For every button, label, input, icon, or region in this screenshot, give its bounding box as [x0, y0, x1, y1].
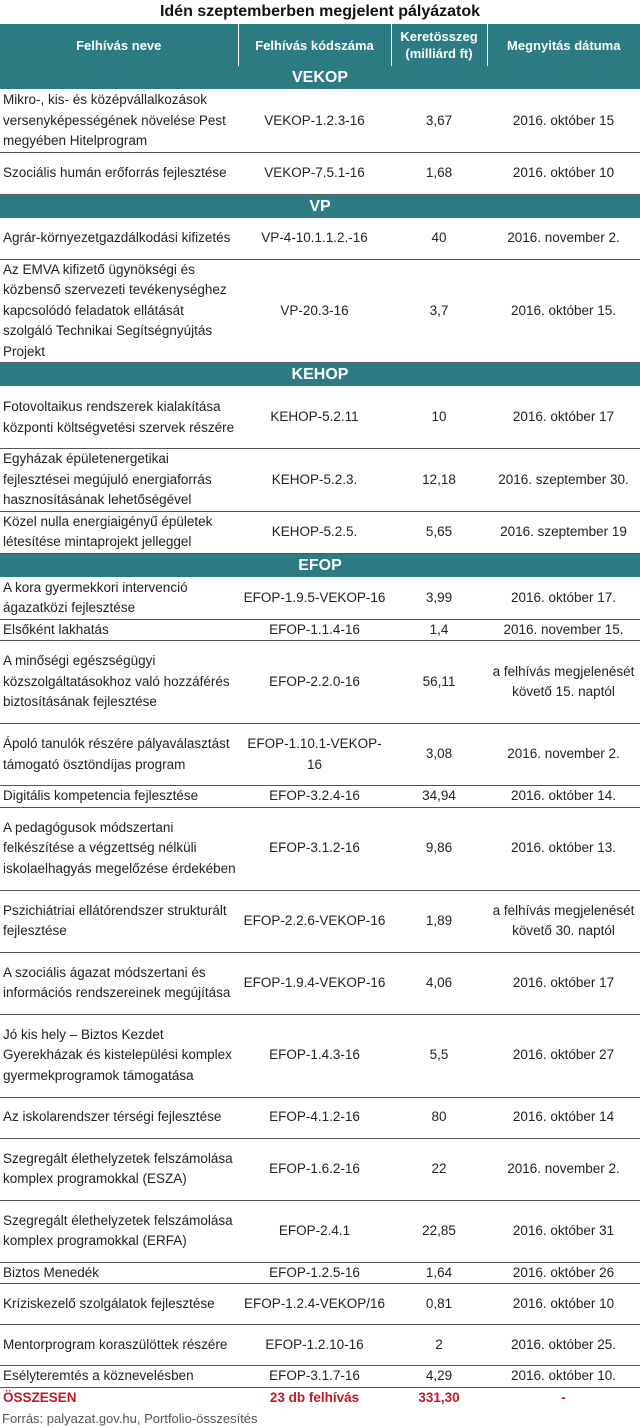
cell-call-code: EFOP-1.1.4-16 — [238, 619, 391, 641]
section-title: KEHOP — [0, 363, 640, 387]
section-title: EFOP — [0, 553, 640, 577]
table-row — [0, 1138, 640, 1200]
header-row — [0, 24, 640, 66]
cell-amount: 2 — [391, 1325, 487, 1366]
table-row — [0, 511, 640, 553]
cell-open-date: 2016. október 25. — [487, 1325, 640, 1366]
cell-call-name: Elsőként lakhatás — [0, 619, 238, 641]
cell-amount: 10 — [391, 387, 487, 449]
cell-open-date: 2016. október 10 — [487, 1284, 640, 1325]
table-row — [0, 1097, 640, 1138]
cell-amount: 5,5 — [391, 1014, 487, 1097]
section-header-row — [0, 66, 640, 90]
table-row — [0, 218, 640, 259]
cell-call-name: Agrár-környezetgazdálkodási kifizetés — [0, 218, 238, 259]
cell-call-name: Fotovoltaikus rendszerek kialakítása központi költségvetési szervek részére — [0, 387, 238, 449]
cell-call-code: EFOP-2.2.6-VEKOP-16 — [238, 890, 391, 952]
cell-open-date: 2016. október 31 — [487, 1200, 640, 1262]
cell-amount: 3,08 — [391, 724, 487, 786]
cell-call-code: EFOP-1.10.1-VEKOP-16 — [238, 724, 391, 786]
cell-call-name: Pszichiátriai ellátórendszer strukturált fejlesztése — [0, 890, 238, 952]
cell-call-name: A kora gyermekkori intervenció ágazatközi fejlesztése — [0, 577, 238, 619]
cell-open-date: 2016. október 17. — [487, 577, 640, 619]
header-date: Megnyitás dátuma — [487, 24, 640, 66]
cell-call-name: Esélyteremtés a köznevelésben — [0, 1366, 238, 1388]
cell-call-name: Mikro-, kis- és középvállalkozások versenyképességének növelése Pest megyében Hitelprogram — [0, 90, 238, 153]
cell-open-date: 2016. október 13. — [487, 807, 640, 890]
table-row — [0, 1366, 640, 1388]
cell-amount: 5,65 — [391, 511, 487, 553]
cell-call-name: Szegregált élethelyzetek felszámolása komplex programokkal (ERFA) — [0, 1200, 238, 1262]
section-header-row — [0, 194, 640, 218]
cell-open-date: a felhívás megjelenését követő 30. naptól — [487, 890, 640, 952]
cell-open-date: 2016. október 14. — [487, 786, 640, 808]
cell-amount: 4,06 — [391, 952, 487, 1014]
table-row — [0, 1325, 640, 1366]
cell-open-date: 2016. október 15. — [487, 259, 640, 363]
cell-amount: 0,81 — [391, 1284, 487, 1325]
cell-open-date: 2016. október 17 — [487, 952, 640, 1014]
table-row — [0, 1262, 640, 1284]
table-row — [0, 1014, 640, 1097]
table-row — [0, 619, 640, 641]
cell-call-code: KEHOP-5.2.3. — [238, 449, 391, 512]
table-row — [0, 577, 640, 619]
header-amount: Keretösszeg (milliárd ft) — [391, 24, 487, 66]
cell-open-date: 2016. október 26 — [487, 1262, 640, 1284]
cell-call-name: Az iskolarendszer térségi fejlesztése — [0, 1097, 238, 1138]
cell-call-name: Jó kis hely – Biztos Kezdet Gyerekházak és kistelepülési komplex gyermekprogramok támogatása — [0, 1014, 238, 1097]
cell-call-code: EFOP-2.2.0-16 — [238, 641, 391, 724]
section-title: VEKOP — [0, 66, 640, 90]
cell-call-name: Mentorprogram koraszülöttek részére — [0, 1325, 238, 1366]
cell-open-date: 2016. október 10. — [487, 1366, 640, 1388]
cell-call-name: A pedagógusok módszertani felkészítése a végzettség nélküli iskolaelhagyás megelőzése érdekében — [0, 807, 238, 890]
cell-open-date: 2016. november 2. — [487, 1138, 640, 1200]
cell-call-name: A szociális ágazat módszertani és információs rendszereinek megújítása — [0, 952, 238, 1014]
table-row — [0, 387, 640, 449]
header-name: Felhívás neve — [0, 24, 238, 66]
cell-call-code: EFOP-1.2.5-16 — [238, 1262, 391, 1284]
cell-amount: 22,85 — [391, 1200, 487, 1262]
cell-amount: 9,86 — [391, 807, 487, 890]
cell-open-date: 2016. október 15 — [487, 90, 640, 153]
cell-call-code: EFOP-1.2.10-16 — [238, 1325, 391, 1366]
cell-call-code: EFOP-3.1.7-16 — [238, 1366, 391, 1388]
cell-call-name: A minőségi egészségügyi közszolgáltatásokhoz való hozzáférés biztosításának fejlesztése — [0, 641, 238, 724]
cell-amount: 1,68 — [391, 152, 487, 194]
cell-call-code: KEHOP-5.2.11 — [238, 387, 391, 449]
cell-call-name: Szociális humán erőforrás fejlesztése — [0, 152, 238, 194]
cell-call-code: EFOP-1.9.5-VEKOP-16 — [238, 577, 391, 619]
cell-amount: 34,94 — [391, 786, 487, 808]
cell-call-code: EFOP-1.9.4-VEKOP-16 — [238, 952, 391, 1014]
cell-open-date: 2016. szeptember 19 — [487, 511, 640, 553]
cell-call-name: Közel nulla energiaigényű épületek létesítése mintaprojekt jelleggel — [0, 511, 238, 553]
cell-call-code: VEKOP-1.2.3-16 — [238, 90, 391, 153]
cell-open-date: 2016. november 2. — [487, 724, 640, 786]
table-row — [0, 1284, 640, 1325]
cell-open-date: 2016. október 14 — [487, 1097, 640, 1138]
cell-call-name: Az EMVA kifizető ügynökségi és közbenső szervezeti tevékenységhez kapcsolódó feladatok ellátását szolgáló Technikai Segítségnyújtás Projekt — [0, 259, 238, 363]
cell-call-code: EFOP-1.2.4-VEKOP/16 — [238, 1284, 391, 1325]
table-row — [0, 786, 640, 808]
cell-call-code: VP-4-10.1.1.2.-16 — [238, 218, 391, 259]
source-note: Forrás: palyazat.gov.hu, Portfolio-összesítés — [2, 1410, 258, 1426]
page-title: Idén szeptemberben megjelent pályázatok — [159, 3, 481, 20]
cell-open-date: 2016. szeptember 30. — [487, 449, 640, 512]
section-header-row — [0, 553, 640, 577]
cell-amount: 1,4 — [391, 619, 487, 641]
table-row — [0, 890, 640, 952]
table-row — [0, 952, 640, 1014]
cell-call-code: EFOP-1.6.2-16 — [238, 1138, 391, 1200]
table-row — [0, 1200, 640, 1262]
header-code: Felhívás kódszáma — [238, 24, 391, 66]
cell-open-date: 2016. október 10 — [487, 152, 640, 194]
cell-call-code: VEKOP-7.5.1-16 — [238, 152, 391, 194]
cell-call-code: EFOP-2.4.1 — [238, 1200, 391, 1262]
cell-call-name: Kríziskezelő szolgálatok fejlesztése — [0, 1284, 238, 1325]
section-header-row — [0, 363, 640, 387]
cell-call-code: EFOP-1.4.3-16 — [238, 1014, 391, 1097]
table-row — [0, 724, 640, 786]
table-row — [0, 449, 640, 512]
cell-amount: 80 — [391, 1097, 487, 1138]
cell-open-date: 2016. november 15. — [487, 619, 640, 641]
table-row — [0, 152, 640, 194]
cell-amount: 22 — [391, 1138, 487, 1200]
section-title: VP — [0, 194, 640, 218]
total-amount: 331,30 — [418, 1390, 460, 1406]
tenders-table — [0, 24, 640, 1410]
table-row — [0, 259, 640, 363]
cell-amount: 4,29 — [391, 1366, 487, 1388]
cell-call-name: Szegregált élethelyzetek felszámolása komplex programokkal (ESZA) — [0, 1138, 238, 1200]
table-row — [0, 90, 640, 153]
total-date: - — [561, 1390, 566, 1406]
cell-open-date: 2016. október 27 — [487, 1014, 640, 1097]
total-label: ÖSSZESEN — [3, 1390, 77, 1406]
cell-call-code: EFOP-4.1.2-16 — [238, 1097, 391, 1138]
total-row — [0, 1387, 640, 1410]
cell-open-date: a felhívás megjelenését követő 15. naptól — [487, 641, 640, 724]
cell-amount: 1,89 — [391, 890, 487, 952]
cell-amount: 3,67 — [391, 90, 487, 153]
cell-amount: 40 — [391, 218, 487, 259]
cell-amount: 12,18 — [391, 449, 487, 512]
cell-call-code: EFOP-3.1.2-16 — [238, 807, 391, 890]
table-row — [0, 807, 640, 890]
cell-open-date: 2016. október 17 — [487, 387, 640, 449]
cell-amount: 3,7 — [391, 259, 487, 363]
cell-amount: 56,11 — [391, 641, 487, 724]
cell-amount: 1,64 — [391, 1262, 487, 1284]
cell-call-name: Ápoló tanulók részére pályaválasztást támogató ösztöndíjas program — [0, 724, 238, 786]
cell-open-date: 2016. november 2. — [487, 218, 640, 259]
total-count: 23 db felhívás — [269, 1390, 360, 1406]
cell-call-name: Digitális kompetencia fejlesztése — [0, 786, 238, 808]
cell-call-code: VP-20.3-16 — [238, 259, 391, 363]
cell-amount: 3,99 — [391, 577, 487, 619]
cell-call-code: KEHOP-5.2.5. — [238, 511, 391, 553]
table-body — [0, 66, 640, 1410]
cell-call-name: Egyházak épületenergetikai fejlesztései megújuló energiaforrás hasznosításának lehetőségével — [0, 449, 238, 512]
table-row — [0, 641, 640, 724]
cell-call-code: EFOP-3.2.4-16 — [238, 786, 391, 808]
cell-call-name: Biztos Menedék — [0, 1262, 238, 1284]
